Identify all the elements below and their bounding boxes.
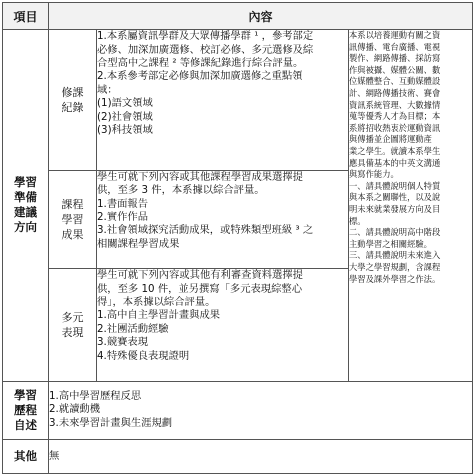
category-learning-prep: 學習 準備 建議 方向	[3, 30, 49, 381]
course-outcomes-content: 學生可就下列內容或其他課程學習成果選擇提 供，至多 3 件，本系據以綜合評量。 1.書面報告 2.實作作品 3.社會領域探究活動成果，或特殊類型班級 ³ 之 相關課程學習成果	[97, 170, 349, 268]
diverse-performance-content: 學生可就下列內容或其他有利審查資料選擇提 供，至多 10 件，並另撰寫「多元表現綜整心 得」，本系據以綜合評量。 1.高中自主學習計畫與成果 2.社團活動經驗 3.競賽表現 4.特殊優良表現證明	[97, 269, 349, 381]
category-other: 其他	[3, 439, 49, 473]
category-learning-history: 學習 歷程 自述	[3, 381, 49, 439]
header-row	[3, 3, 473, 30]
course-record-content: 1.本系屬資訊學群及大眾傳播學群 ¹ ，參考部定 必修、加深加廣選修、校訂必修、多元選修及綜 合型高中之課程 ² 等修課紀錄進行綜合評量。 2.本系參考部定必修與加深加廣選修之重點領 域： (1)語文領域 (2)社會領域 (3)科技領域	[97, 30, 349, 171]
sub-diverse-performance: 多元 表現	[49, 269, 97, 381]
other-content: 無	[49, 439, 473, 473]
table-row	[3, 381, 473, 439]
header-content: 內容	[49, 3, 473, 30]
table-row	[3, 30, 473, 171]
sub-course-record: 修課 紀錄	[49, 30, 97, 171]
admission-criteria-table	[2, 2, 473, 474]
department-notes: 本系以培養運動有關之資 訊傳播、電台廣播、電視 製作、網路傳播、採訪寫 作與被攝、媒體公關、數 位媒體整合、互動媒體設 計、網路傳播技術、賽會 資訊系統管理、大數據情 蒐等優秀人才為目標；本 系將招收熱衷於運動資訊 與傳播並企圖將運動產 業之學生。就讀本系學生 應具備基本的中英文溝通 與寫作能力。 一、請具體說明個人特質 與本系之關聯性，以及說 明未來就業發展方向及目 標。 二、請具體說明高中階段 主動學習之相關經驗。 三、請具體說明未來進入 大學之學習規劃，含課程 學習及課外學習之作法。	[349, 30, 473, 381]
header-item: 項目	[3, 3, 49, 30]
table-row	[3, 439, 473, 473]
learning-history-content: 1.高中學習歷程反思 2.就讀動機 3.未來學習計畫與生涯規劃	[49, 381, 473, 439]
sub-course-outcomes: 課程 學習 成果	[49, 170, 97, 268]
